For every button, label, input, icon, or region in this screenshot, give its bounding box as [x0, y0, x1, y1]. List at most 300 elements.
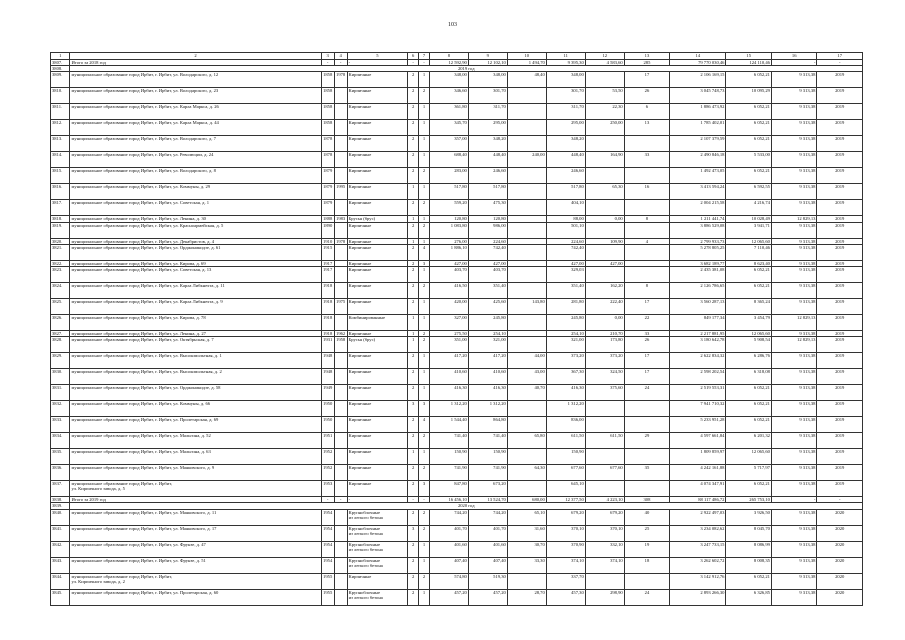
- table-cell: 401,70: [429, 525, 468, 541]
- table-cell: 1890: [321, 222, 334, 238]
- table-cell: 329,03: [546, 267, 585, 283]
- table-cell: 1978: [334, 72, 347, 88]
- table-cell: 8: [624, 216, 669, 222]
- table-cell: [585, 267, 624, 283]
- table-cell: 1 886,10: [429, 244, 468, 260]
- table-cell: 2019: [817, 283, 863, 299]
- table-cell: 3830.: [51, 369, 70, 385]
- table-cell: 88,00: [546, 216, 585, 222]
- table-cell: 4 074 347,91: [670, 481, 726, 497]
- table-cell: 2: [408, 299, 419, 315]
- table-cell: муниципальное образование город Ирбит, г. Ирбит, ул. Володарского, д. 23: [70, 88, 321, 104]
- table-row: [51, 200, 863, 216]
- table-cell: 2019: [817, 168, 863, 184]
- table-cell: 1 083,80: [429, 222, 468, 238]
- table-cell: -: [334, 60, 347, 66]
- table-cell: 16 456,10: [429, 497, 468, 503]
- table-cell: 2020: [817, 589, 863, 605]
- table-cell: 5 233 951,28: [670, 417, 726, 433]
- table-cell: 348,00: [468, 72, 507, 88]
- table-cell: 4: [419, 417, 430, 433]
- table-cell: [507, 481, 546, 497]
- table-cell: муниципальное образование город Ирбит, г. Ирбит, ул. Мальгина, д. 63: [70, 449, 321, 465]
- table-cell: 3: [408, 401, 419, 417]
- table-cell: [507, 200, 546, 216]
- table-cell: [334, 433, 347, 449]
- table-cell: [507, 337, 546, 353]
- table-cell: муниципальное образование город Ирбит, г. Ирбит, ул. Ленина, д. 27: [70, 331, 321, 337]
- table-cell: 9 313,38: [771, 120, 816, 136]
- table-cell: [334, 88, 347, 104]
- table-cell: 2: [408, 244, 419, 260]
- table-cell: 370,90: [546, 541, 585, 557]
- table-cell: 2: [408, 222, 419, 238]
- table-cell: Кирпичные: [347, 200, 408, 216]
- table-cell: 2019: [817, 267, 863, 283]
- table-cell: 3843.: [51, 557, 70, 573]
- table-row: [51, 525, 863, 541]
- table-cell: 2: [408, 88, 419, 104]
- table-cell: Кирпичные: [347, 238, 408, 244]
- table-cell: 1962: [336, 331, 346, 337]
- table-cell: 3 560 287,13: [670, 299, 726, 315]
- table-cell: 9 313,38: [771, 433, 816, 449]
- table-cell: 6 052,21: [726, 417, 771, 433]
- table-cell: 4: [624, 238, 669, 244]
- table-row: [51, 283, 863, 299]
- table-cell: -: [321, 497, 334, 503]
- table-cell: 417,20: [429, 353, 468, 369]
- table-cell: [507, 573, 546, 589]
- table-cell: [334, 573, 347, 589]
- table-cell: -: [408, 60, 419, 66]
- table-cell: 53,50: [585, 88, 624, 104]
- table-cell: 9 313,38: [771, 573, 816, 589]
- table-cell: -: [419, 497, 430, 503]
- table-cell: 373,20: [585, 353, 624, 369]
- table-cell: 3807.: [51, 60, 70, 66]
- table-cell: Кирпичные: [347, 573, 408, 589]
- table-row: [51, 222, 863, 238]
- table-cell: [585, 573, 624, 589]
- table-cell: 2019: [817, 337, 863, 353]
- table-cell: 3 926,50: [726, 509, 771, 525]
- table-cell: 1: [419, 267, 430, 283]
- table-cell: Кирпичные: [347, 152, 408, 168]
- table-cell: 2019: [817, 433, 863, 449]
- table-cell: муниципальное образование город Ирбит, г. Ирбит, ул. Карла Либкнехта, д. 9: [70, 299, 321, 315]
- header-cell: 14: [670, 53, 726, 60]
- table-cell: 1: [408, 315, 419, 331]
- table-cell: 6 052,21: [726, 267, 771, 283]
- table-cell: 17: [624, 299, 669, 315]
- table-cell: 29: [624, 433, 669, 449]
- table-cell: 2 217 881,95: [670, 331, 726, 337]
- table-cell: 4 242 161,88: [670, 465, 726, 481]
- table-cell: 12 592,90: [429, 60, 468, 66]
- table-cell: 427,00: [546, 260, 585, 266]
- table-cell: Брусья (брус): [347, 216, 408, 222]
- table-row: [51, 353, 863, 369]
- table-cell: 2019: [817, 136, 863, 152]
- table-cell: 407,40: [429, 557, 468, 573]
- table-cell: 8 623,40: [726, 260, 771, 266]
- table-cell: муниципальное образование город Ирбит, г. Ирбит, ул. Орджоникидзе, д. 61: [70, 244, 321, 260]
- table-cell: 9 313,38: [771, 260, 816, 266]
- table-row: [51, 557, 863, 573]
- table-row: [51, 136, 863, 152]
- table-cell: 283,00: [429, 168, 468, 184]
- table-cell: 3827.: [51, 331, 70, 337]
- table-cell: муниципальное образование город Ирбит, г. Ирбит, ул. Пролетарская, д. 69: [70, 417, 321, 433]
- table-row: [51, 385, 863, 401]
- table-cell: 357,00: [429, 136, 468, 152]
- table-cell: 3823.: [51, 267, 70, 283]
- table-cell: [334, 417, 347, 433]
- table-cell: 40: [624, 509, 669, 525]
- table-cell: [585, 136, 624, 152]
- table-cell: муниципальное образование город Ирбит, г. Ирбит, ул. Карла Либкнехта, д. 11: [70, 283, 321, 299]
- table-cell: 120,80: [468, 216, 507, 222]
- table-cell: 12 065,60: [726, 449, 771, 465]
- table-cell: 741,90: [468, 465, 507, 481]
- table-cell: 3 454,79: [726, 315, 771, 331]
- table-cell: 2: [419, 465, 430, 481]
- table-cell: 295,00: [546, 120, 585, 136]
- table-cell: 2 435 381,08: [670, 267, 726, 283]
- table-cell: 2019: [817, 417, 863, 433]
- table-cell: 1 312,20: [429, 401, 468, 417]
- table-cell: 2: [408, 104, 419, 120]
- table-cell: 2 799 933,73: [670, 238, 726, 244]
- table-cell: 6 052,21: [726, 104, 771, 120]
- table-cell: 2: [408, 369, 419, 385]
- table-cell: 1918: [321, 283, 334, 299]
- table-cell: 3 247 733,15: [670, 541, 726, 557]
- table-cell: 3: [408, 525, 419, 541]
- table-cell: 337,70: [546, 573, 585, 589]
- table-row: [51, 104, 863, 120]
- table-cell: 2019: [817, 88, 863, 104]
- table-cell: 150,90: [546, 449, 585, 465]
- table-cell: 332,10: [585, 541, 624, 557]
- table-cell: 1954: [321, 541, 334, 557]
- table-cell: 9 313,38: [771, 283, 816, 299]
- table-cell: Кирпичные: [347, 385, 408, 401]
- table-cell: 2: [419, 88, 430, 104]
- table-cell: муниципальное образование город Ирбит, г. Ирбит, ул. Коммуны, д. 66: [70, 401, 321, 417]
- table-cell: 9 313,38: [771, 331, 816, 337]
- table-cell: 1: [419, 557, 430, 573]
- table-cell: 2 107 379,59: [670, 136, 726, 152]
- table-cell: 10 028,49: [726, 216, 771, 222]
- table-cell: 1: [419, 136, 430, 152]
- table-cell: Итого за 2019 год: [70, 497, 321, 503]
- table-cell: 281,80: [546, 299, 585, 315]
- table-cell: 22,30: [585, 104, 624, 120]
- table-cell: 4 583,60: [585, 60, 624, 66]
- table-cell: 3837.: [51, 481, 70, 497]
- table-cell: 367,30: [546, 369, 585, 385]
- table-cell: 1: [419, 385, 430, 401]
- table-cell: 40,70: [507, 385, 546, 401]
- table-cell: 295,00: [468, 120, 507, 136]
- table-cell: 3821.: [51, 244, 70, 260]
- table-cell: 2019: [817, 244, 863, 260]
- table-cell: 4 597 661,84: [670, 433, 726, 449]
- table-cell: муниципальное образование город Ирбит, г. Ирбит, ул. Кирова, д. 69: [70, 260, 321, 266]
- table-cell: 3841.: [51, 525, 70, 541]
- table-cell: 370,10: [546, 525, 585, 541]
- table-cell: 5 533,00: [726, 152, 771, 168]
- table-cell: 162,20: [585, 283, 624, 299]
- table-cell: 6 326,85: [726, 589, 771, 605]
- table-cell: [624, 573, 669, 589]
- table-cell: муниципальное образование город Ирбит, г. Ирбит, ул. Орджоникидзе, д. 58: [70, 385, 321, 401]
- table-cell: 741,40: [468, 433, 507, 449]
- table-cell: 3842.: [51, 541, 70, 557]
- table-cell: 6 318,08: [726, 369, 771, 385]
- table-cell: [585, 481, 624, 497]
- table-cell: 2 922 497,03: [670, 509, 726, 525]
- table-cell: муниципальное образование город Ирбит, г. Ирбит, ул. Кирова, д. 78: [70, 315, 321, 331]
- table-cell: 10 095,29: [726, 88, 771, 104]
- table-cell: 1910: [323, 238, 333, 244]
- table-cell: 2019: [817, 331, 863, 337]
- table-cell: Итого за 2018 год: [70, 60, 321, 66]
- table-cell: 1: [419, 238, 430, 244]
- table-cell: Кирпичные: [347, 120, 408, 136]
- table-cell: [334, 385, 347, 401]
- table-cell: 3819.: [51, 222, 70, 238]
- table-cell: 9 313,38: [771, 449, 816, 465]
- table-cell: 3815.: [51, 168, 70, 184]
- header-cell: 8: [429, 53, 468, 60]
- table-cell: 1954: [321, 525, 334, 541]
- table-cell: 4 223,10: [585, 497, 624, 503]
- table-cell: 2020: [817, 509, 863, 525]
- table-cell: 2: [419, 509, 430, 525]
- table-cell: 9 313,38: [771, 222, 816, 238]
- table-row: [51, 481, 863, 497]
- table-cell: 1: [419, 120, 430, 136]
- table-cell: муниципальное образование город Ирбит, г. Ирбит, ул. Мальгина, д. 52: [70, 433, 321, 449]
- table-cell: [507, 120, 546, 136]
- table-cell: 2 004 215,58: [670, 200, 726, 216]
- table-cell: 1: [419, 299, 430, 315]
- table-cell: 9 313,38: [771, 401, 816, 417]
- table-cell: Кирпичные: [347, 331, 408, 337]
- table-cell: 327,00: [429, 315, 468, 331]
- table-cell: Кирпичные: [347, 417, 408, 433]
- table-cell: 2: [408, 267, 419, 283]
- table-cell: [624, 222, 669, 238]
- table-cell: Кирпичные: [347, 72, 408, 88]
- table-cell: 2: [408, 589, 419, 605]
- table-cell: муниципальное образование город Ирбит, г. Ирбит, ул. Ленина, д. 30: [70, 216, 321, 222]
- table-cell: [334, 557, 347, 573]
- table-cell: [624, 267, 669, 283]
- table-cell: 3 234 082,62: [670, 525, 726, 541]
- header-cell: 6: [408, 53, 419, 60]
- table-cell: 9 313,38: [771, 353, 816, 369]
- table-cell: 6 052,21: [726, 72, 771, 88]
- table-cell: 17: [624, 353, 669, 369]
- table-cell: Крупноблочные из легкого бетона: [347, 557, 408, 573]
- table-cell: 9 313,38: [771, 589, 816, 605]
- table-cell: 298,90: [585, 589, 624, 605]
- table-cell: 65,80: [507, 433, 546, 449]
- table-cell: 250,00: [585, 120, 624, 136]
- table-cell: [624, 136, 669, 152]
- table-cell: 3 413 594,24: [670, 184, 726, 200]
- table-cell: 9 313,38: [771, 557, 816, 573]
- table-cell: [334, 509, 347, 525]
- table-cell: 285: [624, 60, 669, 66]
- table-cell: 9 395,30: [546, 60, 585, 66]
- table-cell: [624, 244, 669, 260]
- table-cell: 351,40: [546, 283, 585, 299]
- table-cell: 401,70: [468, 525, 507, 541]
- table-cell: Крупноблочные из легкого бетона: [347, 525, 408, 541]
- table-cell: 8 086,99: [726, 541, 771, 557]
- table-cell: 3812.: [51, 120, 70, 136]
- table-cell: 420,00: [429, 299, 468, 315]
- table-cell: 3813.: [51, 136, 70, 152]
- table-cell: Кирпичные: [347, 283, 408, 299]
- table-cell: 2019: [817, 315, 863, 331]
- table-cell: 0,00: [585, 315, 624, 331]
- table-cell: 2019: [817, 353, 863, 369]
- table-cell: Кирпичные: [347, 465, 408, 481]
- table-cell: Кирпичные: [347, 260, 408, 266]
- table-cell: [334, 353, 347, 369]
- table-cell: 2020: [817, 573, 863, 589]
- table-row: [51, 72, 863, 88]
- table-cell: 276,00: [429, 238, 468, 244]
- table-cell: 6 052,21: [726, 401, 771, 417]
- table-cell: 13 524,70: [468, 497, 507, 503]
- table-cell: 373,20: [546, 353, 585, 369]
- table-cell: 16: [624, 184, 669, 200]
- table-cell: -: [408, 497, 419, 503]
- table-cell: 1952: [321, 465, 334, 481]
- table-cell: [585, 72, 624, 88]
- table-cell: 240,00: [507, 152, 546, 168]
- table-cell: 2: [408, 541, 419, 557]
- table-row: [51, 168, 863, 184]
- table-cell: 744,20: [468, 509, 507, 525]
- table-cell: 849 177,34: [670, 315, 726, 331]
- table-cell: 44,00: [507, 353, 546, 369]
- table-cell: 457,30: [546, 589, 585, 605]
- table-cell: 2019: [817, 216, 863, 222]
- table-cell: [334, 244, 347, 260]
- table-cell: 677,60: [546, 465, 585, 481]
- table-cell: 64,30: [507, 465, 546, 481]
- table-cell: 43,00: [507, 369, 546, 385]
- table-cell: 986,00: [468, 222, 507, 238]
- table-cell: 3845.: [51, 589, 70, 605]
- table-cell: 2019: [817, 465, 863, 481]
- table-cell: 1858: [321, 72, 334, 88]
- table-cell: 17: [624, 369, 669, 385]
- table-cell: 864,80: [468, 417, 507, 433]
- table-cell: 224,60: [468, 238, 507, 244]
- header-cell: 2: [70, 53, 321, 60]
- table-cell: 448,40: [468, 152, 507, 168]
- table-cell: 1888: [323, 216, 333, 222]
- table-cell: 1958: [334, 337, 347, 353]
- table-cell: 3: [419, 260, 430, 266]
- table-cell: [624, 200, 669, 216]
- table-cell: 9 313,38: [771, 238, 816, 244]
- table-cell: 836,00: [546, 417, 585, 433]
- table-cell: 1: [408, 331, 419, 337]
- table-cell: [334, 525, 347, 541]
- table-cell: 3832.: [51, 401, 70, 417]
- table-cell: 1955: [321, 573, 334, 589]
- table-cell: 374,10: [585, 557, 624, 573]
- table-cell: 2019: [817, 222, 863, 238]
- table-cell: 1 211 441,74: [670, 216, 726, 222]
- table-cell: [507, 283, 546, 299]
- table-cell: 2: [419, 331, 430, 337]
- table-cell: 2: [419, 337, 430, 353]
- table-cell: 1879: [321, 168, 334, 184]
- table-cell: 1: [419, 315, 430, 331]
- table-cell: муниципальное образование город Ирбит, г. Ирбит, ул. Маяковского, д. 17: [70, 525, 321, 541]
- table-cell: 26: [624, 88, 669, 104]
- table-cell: 9 313,38: [771, 184, 816, 200]
- table-cell: муниципальное образование город Ирбит, г. Ирбит, ул. Карла Маркса, д. 26: [70, 104, 321, 120]
- table-cell: 559,20: [429, 200, 468, 216]
- table-cell: 401,60: [429, 541, 468, 557]
- table-cell: 9 313,38: [771, 88, 816, 104]
- table-cell: муниципальное образование город Ирбит, г. Ирбит, ул. Карла Маркса, д. 44: [70, 120, 321, 136]
- table-cell: 2: [408, 200, 419, 216]
- table-cell: 416,50: [429, 283, 468, 299]
- table-cell: [334, 222, 347, 238]
- table-cell: -: [321, 60, 334, 66]
- table-cell: 403,70: [429, 267, 468, 283]
- table-cell: 1: [408, 238, 419, 244]
- table-cell: 308: [624, 497, 669, 503]
- table-cell: 245,80: [546, 315, 585, 331]
- table-cell: [585, 200, 624, 216]
- table-cell: 9 313,38: [771, 136, 816, 152]
- table-cell: 2019: [817, 369, 863, 385]
- table-cell: 275,50: [429, 331, 468, 337]
- table-cell: 9 313,38: [771, 369, 816, 385]
- table-cell: 24: [624, 385, 669, 401]
- table-cell: 1879: [321, 184, 334, 200]
- table-cell: 1995: [334, 184, 347, 200]
- table-cell: 3 682 189,77: [670, 260, 726, 266]
- table-cell: 210,70: [585, 331, 624, 337]
- table-cell: 1953: [321, 481, 334, 497]
- table-cell: [507, 136, 546, 152]
- table-cell: 2: [419, 573, 430, 589]
- table-cell: 645,10: [546, 481, 585, 497]
- table-cell: [507, 88, 546, 104]
- table-cell: 1952: [321, 449, 334, 465]
- table-cell: 1: [419, 449, 430, 465]
- table-cell: муниципальное образование город Ирбит, г. Ирбит, ул. Декабристов, д. 4: [70, 238, 321, 244]
- table-cell: 2: [408, 481, 419, 497]
- table-cell: 12 829,13: [771, 337, 816, 353]
- table-cell: 1978: [336, 238, 346, 244]
